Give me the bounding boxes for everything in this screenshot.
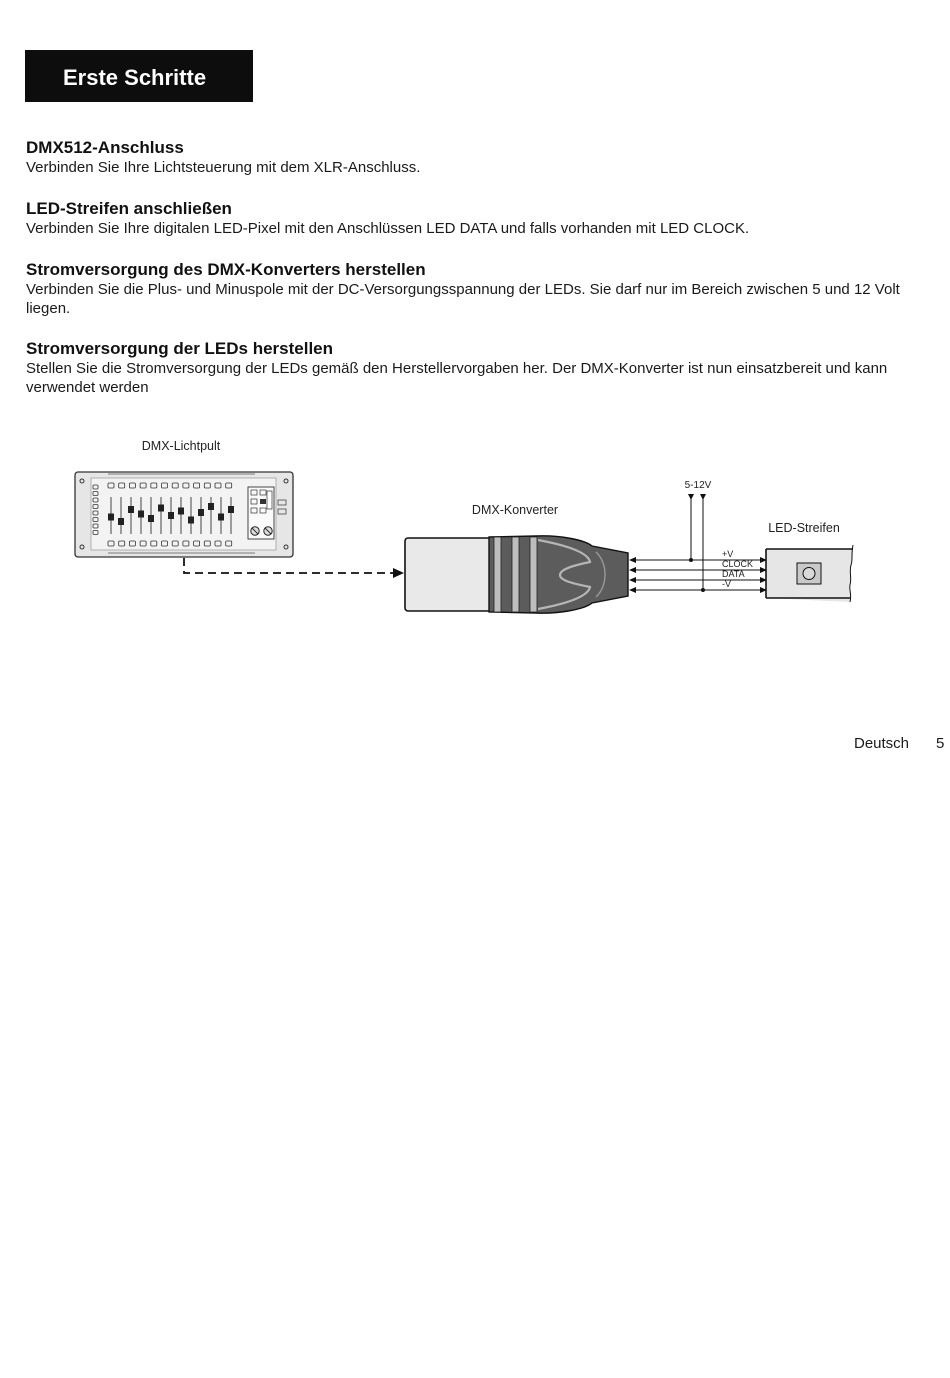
fader-knob <box>158 505 164 512</box>
fader-knob <box>108 514 114 521</box>
led-strip-illustration <box>766 545 853 602</box>
power-input-lines <box>688 494 706 592</box>
fader-knob <box>128 506 134 513</box>
section-body: Verbinden Sie die Plus- und Minuspole mit der DC-Versorgungsspannung der LEDs. Sie darf nur im Bereich zwischen 5 und 12 Volt liegen. <box>26 281 900 317</box>
section-title: Stromversorgung des DMX-Konverters herstellen <box>26 260 426 279</box>
fader-knob <box>178 508 184 515</box>
voltage-label: 5-12V <box>684 480 712 491</box>
page-title: Erste Schritte <box>63 65 207 90</box>
dmx-controller-illustration <box>75 472 293 557</box>
controller-label: DMX-Lichtpult <box>141 439 221 453</box>
fader-knob <box>118 518 124 525</box>
section-converter-power <box>26 260 926 318</box>
section-title: Stromversorgung der LEDs herstellen <box>26 339 334 358</box>
wire-label-minus-v: -V <box>722 579 731 589</box>
strip-label: LED-Streifen <box>768 521 840 535</box>
wire-label-clock: CLOCK <box>722 559 754 569</box>
section-body: Stellen Sie die Stromversorgung der LEDs gemäß den Herstellervorgaben her. Der DMX-Konverter ist nun einsatzbereit und kann verwendet werden <box>26 360 888 396</box>
header-bar <box>25 50 253 102</box>
fader-knob <box>228 506 234 513</box>
footer-language: Deutsch <box>854 735 910 752</box>
fader-knob <box>148 515 154 522</box>
section-led-strip <box>26 199 926 238</box>
wire-label-data: DATA <box>722 569 745 579</box>
fader-knob <box>218 514 224 521</box>
section-body: Verbinden Sie Ihre Lichtsteuerung mit dem XLR-Anschluss. <box>26 159 421 176</box>
section-led-power <box>26 339 926 397</box>
dmx-converter-illustration <box>405 536 628 613</box>
fader-knob <box>168 512 174 519</box>
section-title: LED-Streifen anschließen <box>26 199 232 218</box>
section-dmx512 <box>26 138 926 177</box>
page-number: 5 <box>936 735 945 752</box>
fader-knob <box>198 509 204 516</box>
fader-knob <box>138 511 144 518</box>
section-title: DMX512-Anschluss <box>26 138 184 157</box>
section-body: Verbinden Sie Ihre digitalen LED-Pixel mit den Anschlüssen LED DATA und falls vorhanden mit LED CLOCK. <box>26 220 750 237</box>
converter-label: DMX-Konverter <box>471 503 559 517</box>
wiring-diagram <box>0 420 950 640</box>
dmx-cable-line <box>184 558 404 578</box>
fader-knob <box>188 517 194 524</box>
wire-label-plus-v: +V <box>722 549 734 559</box>
fader-knob <box>208 503 214 510</box>
